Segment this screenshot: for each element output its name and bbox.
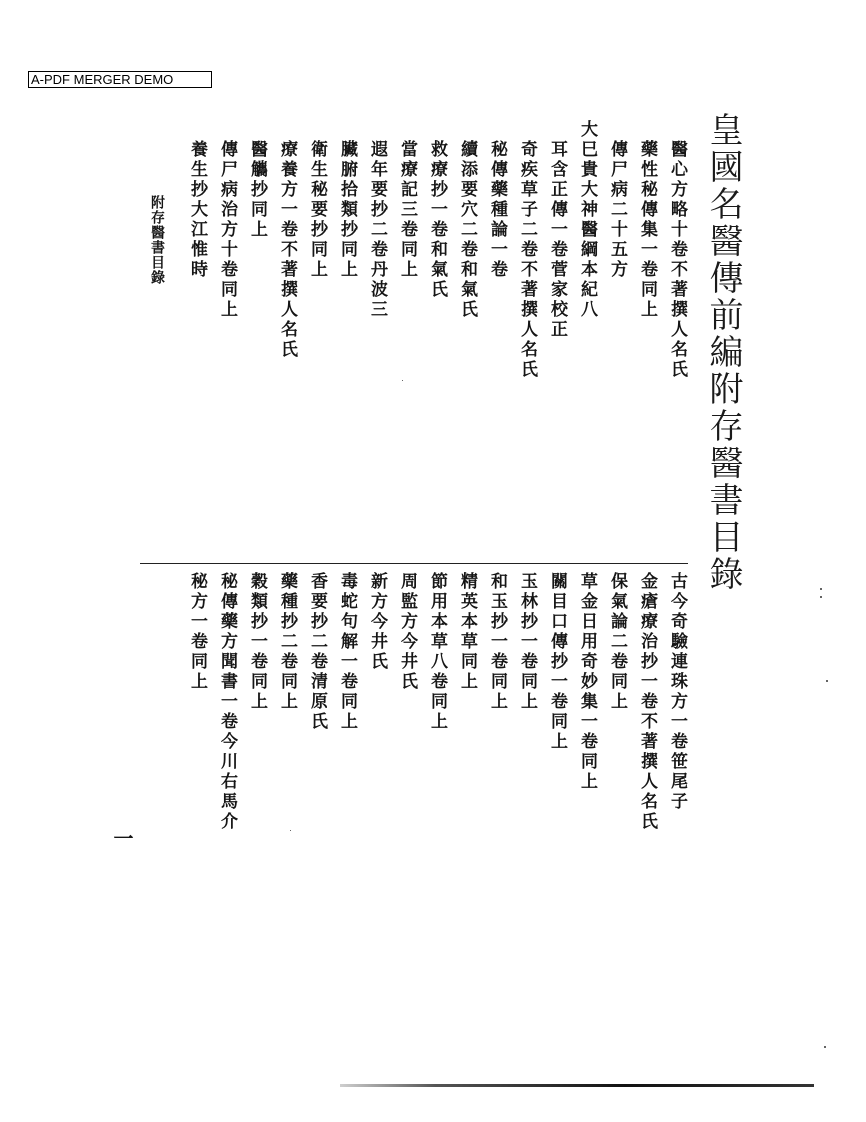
book-entry: 和玉抄一卷同上 xyxy=(487,572,507,712)
book-entry: 穀類抄一卷同上 xyxy=(247,572,267,712)
book-entry: 大巳貴大神醫綱本紀八 xyxy=(577,120,597,320)
book-entry: 古今奇驗連珠方一卷笹尾子 xyxy=(667,572,687,812)
book-entry: 臟腑拾類抄同上 xyxy=(337,140,357,280)
book-entry: 養生抄大江惟時 xyxy=(187,140,207,280)
page-number: 一 xyxy=(110,828,134,851)
scan-speck xyxy=(290,830,291,831)
book-entry: 醫心方略十卷不著撰人名氏 xyxy=(667,140,687,380)
watermark-label: A-PDF MERGER DEMO xyxy=(28,71,212,88)
scan-speck xyxy=(820,588,822,590)
book-entry: 當療記三卷同上 xyxy=(397,140,417,280)
book-entry: 毒蛇句解一卷同上 xyxy=(337,572,357,732)
book-entry: 奇疾草子二卷不著撰人名氏 xyxy=(517,140,537,380)
book-entry: 新方今井氏 xyxy=(367,572,387,672)
book-entry: 療養方一卷不著撰人名氏 xyxy=(277,140,297,360)
book-entry: 秘方一卷同上 xyxy=(187,572,207,692)
book-entry: 續添要穴二卷和氣氏 xyxy=(457,140,477,320)
book-entry: 金瘡療治抄一卷不著撰人名氏 xyxy=(637,572,657,832)
book-entry: 玉林抄一卷同上 xyxy=(517,572,537,712)
book-entry: 藥種抄二卷同上 xyxy=(277,572,297,712)
scan-speck xyxy=(826,680,828,682)
scan-speck xyxy=(820,596,822,598)
book-entry: 遐年要抄二卷丹波三 xyxy=(367,140,387,320)
page-title: 皇國名醫傳前編附存醫書目錄 xyxy=(703,112,743,593)
book-entry: 衛生秘要抄同上 xyxy=(307,140,327,280)
book-entry: 周監方今井氏 xyxy=(397,572,417,692)
book-entry: 關目口傳抄一卷同上 xyxy=(547,572,567,752)
book-entry: 秘傳藥種論一卷 xyxy=(487,140,507,280)
book-entry: 傳尸病治方十卷同上 xyxy=(217,140,237,320)
scan-speck xyxy=(402,380,403,381)
book-entry: 藥性秘傳集一卷同上 xyxy=(637,140,657,320)
book-entry: 精英本草同上 xyxy=(457,572,477,692)
book-entry: 節用本草八卷同上 xyxy=(427,572,447,732)
book-entry: 醫觿抄同上 xyxy=(247,140,267,240)
book-entry: 秘傳藥方聞書一卷今川右馬介 xyxy=(217,572,237,832)
book-entry: 耳含正傳一卷菅家校正 xyxy=(547,140,567,340)
scan-speck xyxy=(824,1046,826,1048)
book-entry: 傳尸病二十五方 xyxy=(607,140,627,280)
bottom-rule xyxy=(340,1084,814,1087)
book-entry: 香要抄二卷清原氏 xyxy=(307,572,327,732)
book-entry: 草金日用奇妙集一卷同上 xyxy=(577,572,597,792)
footer-title: 附存醫書目錄 xyxy=(149,195,165,285)
book-entry: 救療抄一卷和氣氏 xyxy=(427,140,447,300)
book-entry: 保氣論二卷同上 xyxy=(607,572,627,712)
section-divider xyxy=(140,563,688,564)
